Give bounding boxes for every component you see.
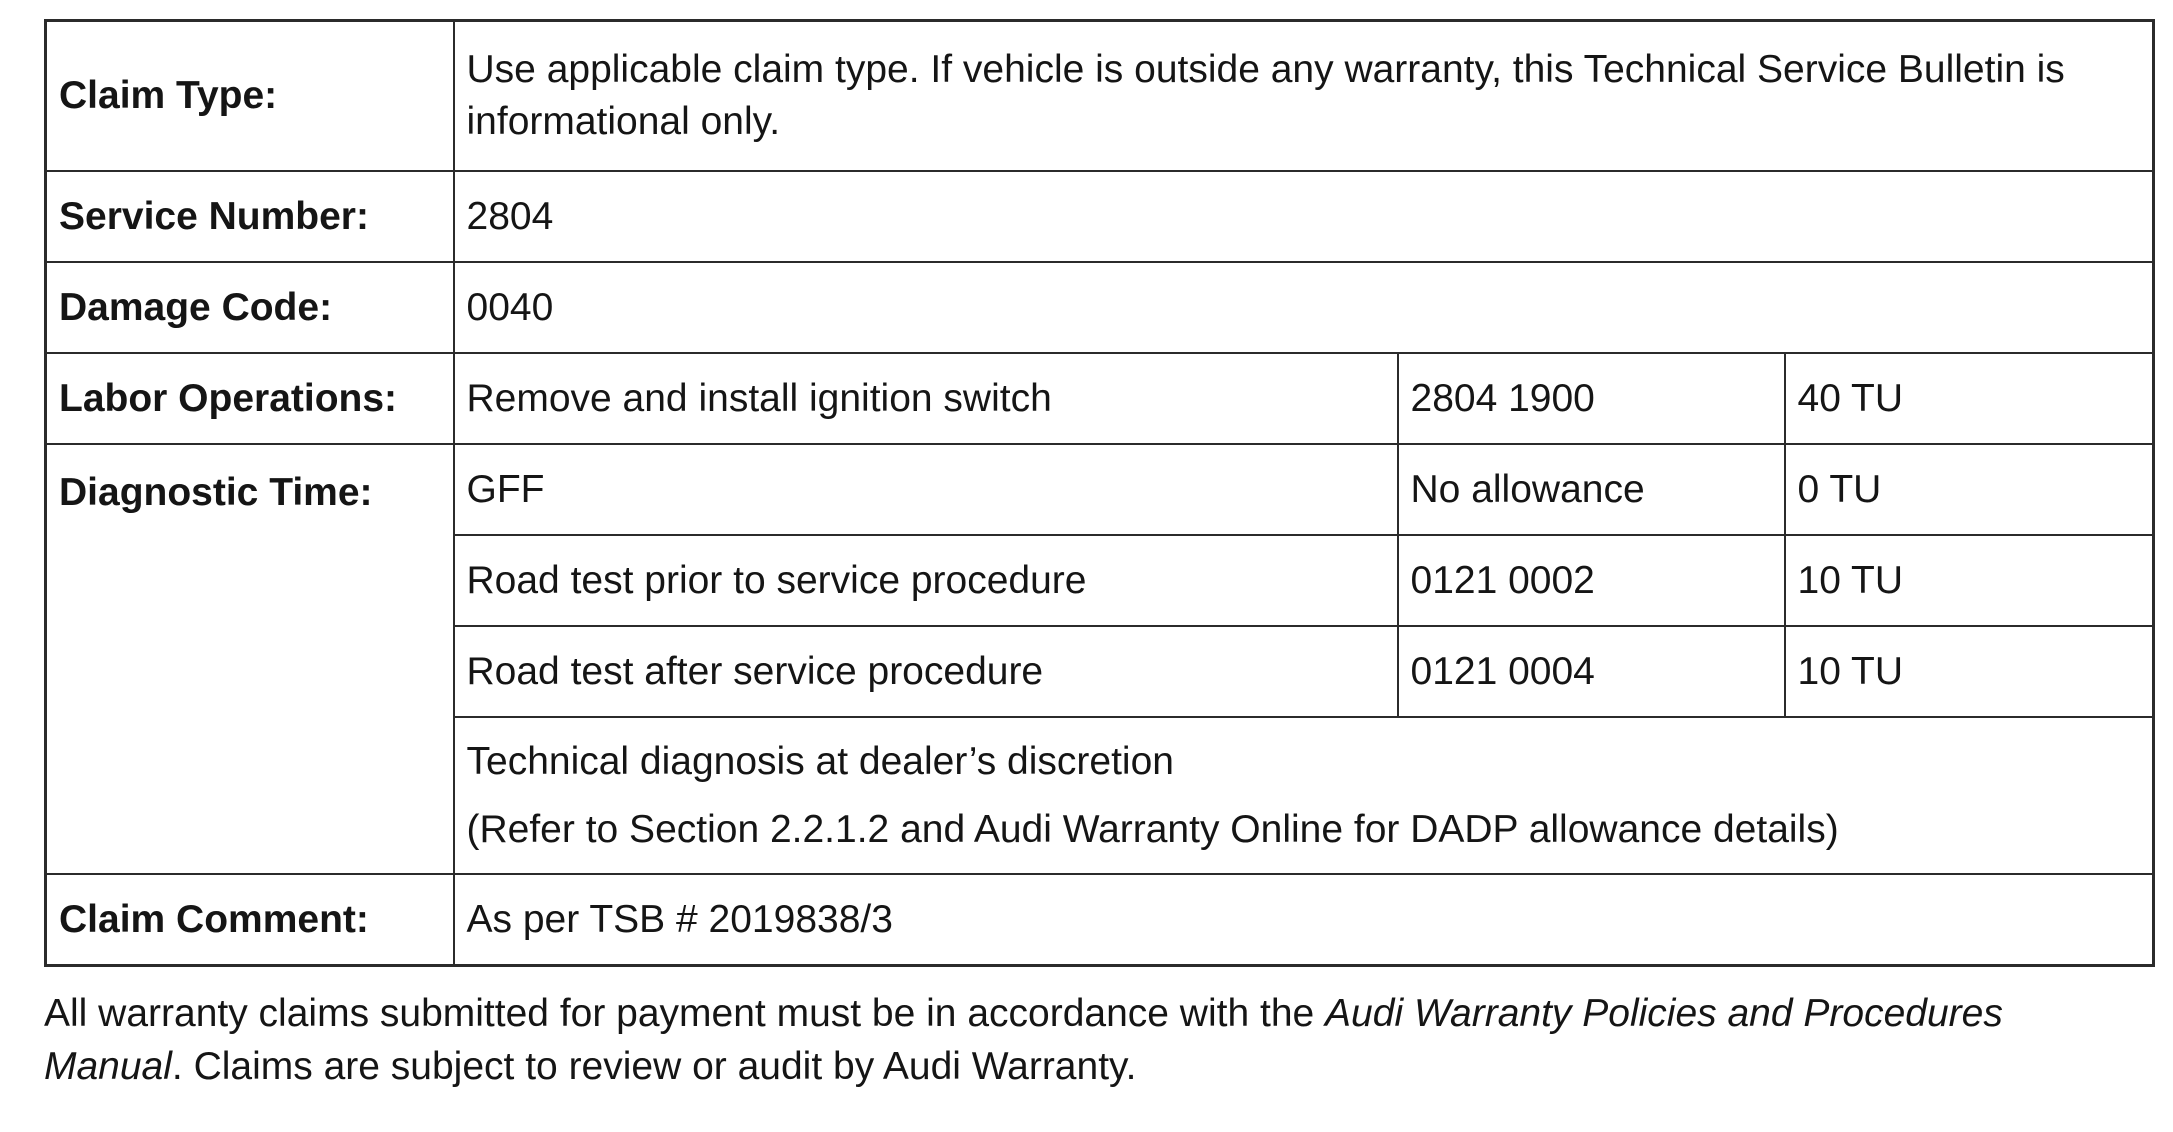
footer-text-after: . Claims are subject to review or audit by Audi Warranty. — [171, 1045, 1137, 1088]
diagnostic-time: 10 TU — [1785, 626, 2154, 717]
claim-comment-row — [46, 874, 2154, 966]
footer-manual-title: Audi Warranty Policies and Procedures Manual — [44, 992, 2003, 1088]
labor-operations-label: Labor Operations: — [46, 353, 454, 444]
labor-operation-time: 40 TU — [1785, 353, 2154, 444]
diagnostic-time: 10 TU — [1785, 535, 2154, 626]
labor-operation-description: Remove and install ignition switch — [454, 353, 1398, 444]
diagnostic-code: 0121 0002 — [1398, 535, 1785, 626]
labor-operation-code: 2804 1900 — [1398, 353, 1785, 444]
diagnostic-description: Road test after service procedure — [454, 626, 1398, 717]
diagnostic-note — [454, 717, 2154, 874]
service-number-row — [46, 171, 2154, 262]
diagnostic-code: No allowance — [1398, 444, 1785, 535]
labor-operations-row — [46, 353, 2154, 444]
claim-type-row — [46, 21, 2154, 172]
damage-code-row — [46, 262, 2154, 353]
diagnostic-note-line-2: (Refer to Section 2.2.1.2 and Audi Warranty Online for DADP allowance details) — [466, 807, 1839, 851]
damage-code-label: Damage Code: — [46, 262, 454, 353]
claim-comment-value: As per TSB # 2019838/3 — [454, 874, 2154, 966]
warranty-claim-table — [44, 19, 2155, 967]
diagnostic-description: GFF — [454, 444, 1398, 535]
footer-note — [44, 987, 2152, 1093]
warranty-document — [44, 19, 2152, 1132]
diagnostic-description: Road test prior to service procedure — [454, 535, 1398, 626]
footer-text-before: All warranty claims submitted for payment must be in accordance with the — [44, 992, 1326, 1035]
claim-comment-label: Claim Comment: — [46, 874, 454, 966]
diagnostic-time: 0 TU — [1785, 444, 2154, 535]
service-number-label: Service Number: — [46, 171, 454, 262]
claim-type-label: Claim Type: — [46, 21, 454, 172]
diagnostic-row — [46, 444, 2154, 535]
diagnostic-code: 0121 0004 — [1398, 626, 1785, 717]
diagnostic-time-label: Diagnostic Time: — [46, 444, 454, 874]
diagnostic-note-line-1: Technical diagnosis at dealer’s discretion — [466, 739, 1174, 783]
service-number-value: 2804 — [454, 171, 2154, 262]
damage-code-value: 0040 — [454, 262, 2154, 353]
claim-type-value: Use applicable claim type. If vehicle is outside any warranty, this Technical Service Bulletin is informational only. — [454, 21, 2154, 172]
